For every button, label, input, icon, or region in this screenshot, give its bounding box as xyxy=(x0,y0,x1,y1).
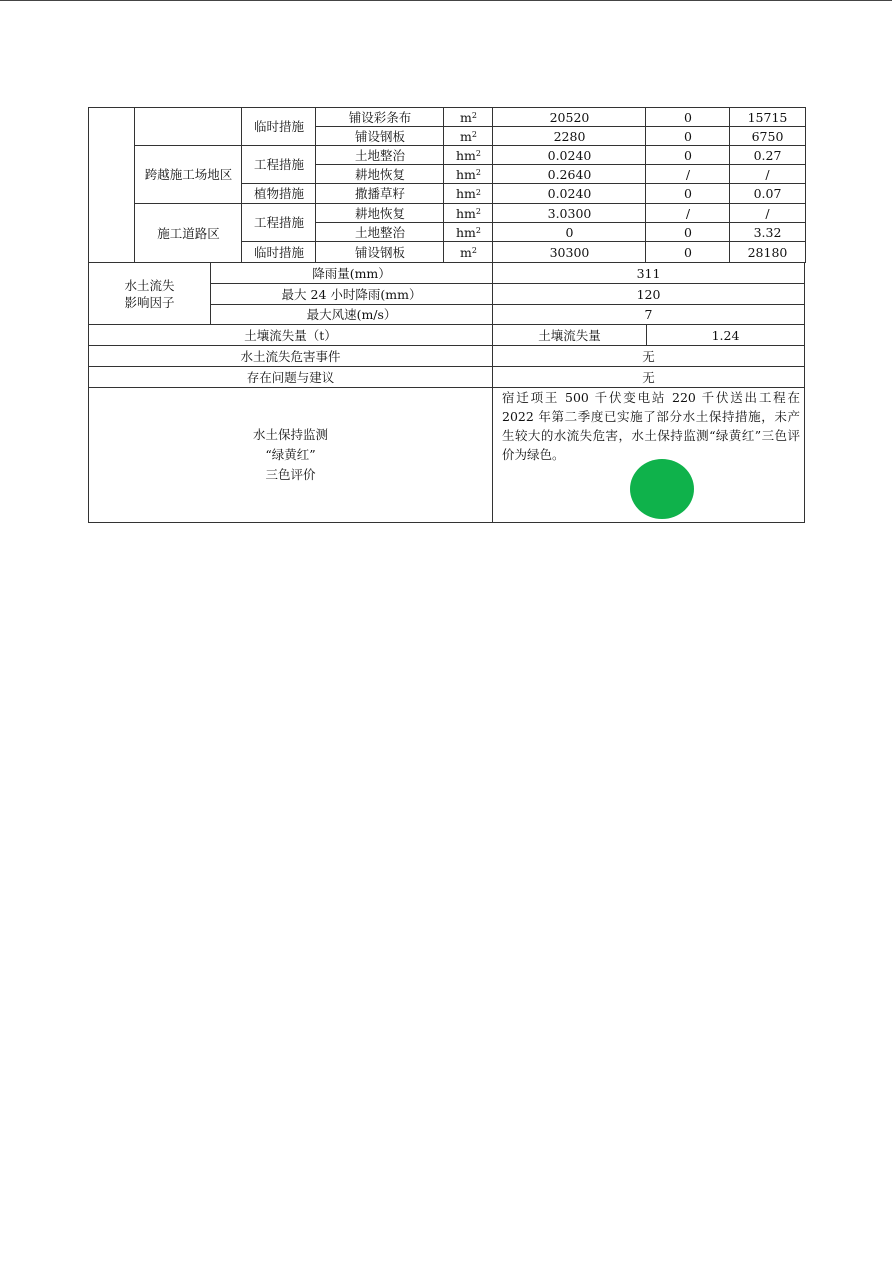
planned-value-cell: 0.0240 xyxy=(492,183,647,204)
measure-type-cell: 临时措施 xyxy=(241,241,317,263)
planned-value-cell: 0 xyxy=(492,222,647,242)
wind-label: 最大风速(m/s） xyxy=(210,304,493,325)
measure-name-cell: 铺设钢板 xyxy=(315,126,445,146)
unit-cell: hm $^2$ xyxy=(443,164,494,184)
measure-type-cell: 植物措施 xyxy=(241,183,317,204)
wind-value: 7 xyxy=(492,304,805,325)
unit-base: hm xyxy=(456,166,476,182)
unit-base: hm xyxy=(456,224,476,240)
unit-base: m xyxy=(460,128,472,144)
rainfall-value: 311 xyxy=(492,262,805,284)
evaluation-label-line3: 三色评价 xyxy=(265,467,316,482)
measure-name-cell: 土地整治 xyxy=(315,222,445,242)
area-cell xyxy=(88,107,136,263)
unit-cell: m $^2$ xyxy=(443,241,494,263)
unit-cell: hm $^2$ xyxy=(443,222,494,242)
page-top-border xyxy=(0,0,892,1)
unit-base: m xyxy=(460,109,472,125)
unit-cell: hm $^2$ xyxy=(443,145,494,165)
evaluation-text: 宿迁项王 500 千伏变电站 220 千伏送出工程在 2022 年第二季度已实施了部分水土保持措施，未产生较大的水流失危害，水土保持监测“绿黄红”三色评价为绿色。 xyxy=(502,390,800,462)
unit-base: m xyxy=(460,244,472,260)
sub-area-cell: 跨越施工场地区 xyxy=(134,145,243,204)
measure-type-cell: 工程措施 xyxy=(241,203,317,242)
cumulative-value-cell: / xyxy=(729,203,806,223)
sub-area-cell: 施工道路区 xyxy=(134,203,243,263)
planned-value-cell: 2280 xyxy=(492,126,647,146)
quarter-value-cell: / xyxy=(645,203,731,223)
quarter-value-cell: 0 xyxy=(645,222,731,242)
measure-name-cell: 耕地恢复 xyxy=(315,164,445,184)
green-rating-circle xyxy=(630,459,694,519)
cumulative-value-cell: / xyxy=(729,164,806,184)
planned-value-cell: 20520 xyxy=(492,107,647,127)
unit-cell: hm $^2$ xyxy=(443,183,494,204)
hazard-label: 水土流失危害事件 xyxy=(88,345,493,367)
quarter-value-cell: 0 xyxy=(645,241,731,263)
planned-value-cell: 30300 xyxy=(492,241,647,263)
max24h-value: 120 xyxy=(492,283,805,305)
planned-value-cell: 0.0240 xyxy=(492,145,647,165)
unit-cell: m $^2$ xyxy=(443,107,494,127)
measure-type-cell: 临时措施 xyxy=(241,107,317,146)
quarter-value-cell: 0 xyxy=(645,126,731,146)
quarter-value-cell: 0 xyxy=(645,183,731,204)
factors-group-label-line2: 影响因子 xyxy=(124,294,175,310)
unit-cell: hm $^2$ xyxy=(443,203,494,223)
unit-cell: m $^2$ xyxy=(443,126,494,146)
measure-type-cell: 工程措施 xyxy=(241,145,317,184)
measure-name-cell: 撒播草籽 xyxy=(315,183,445,204)
issues-label: 存在问题与建议 xyxy=(88,366,493,388)
soil-loss-inner-label: 土壤流失量 xyxy=(492,324,647,346)
measure-name-cell: 土地整治 xyxy=(315,145,445,165)
cumulative-value-cell: 3.32 xyxy=(729,222,806,242)
planned-value-cell: 3.0300 xyxy=(492,203,647,223)
evaluation-label-line2: “绿黄红” xyxy=(265,447,316,462)
sub-area-cell xyxy=(134,107,243,146)
cumulative-value-cell: 0.07 xyxy=(729,183,806,204)
measure-name-cell: 耕地恢复 xyxy=(315,203,445,223)
cumulative-value-cell: 6750 xyxy=(729,126,806,146)
factors-group-label xyxy=(88,262,211,325)
rainfall-label: 降雨量(mm） xyxy=(210,262,493,284)
quarter-value-cell: / xyxy=(645,164,731,184)
max24h-label: 最大 24 小时降雨(mm） xyxy=(210,283,493,305)
cumulative-value-cell: 15715 xyxy=(729,107,806,127)
quarter-value-cell: 0 xyxy=(645,107,731,127)
evaluation-label xyxy=(88,387,493,523)
soil-loss-value: 1.24 xyxy=(646,324,805,346)
unit-base: hm xyxy=(456,186,476,201)
factors-group-label-line1: 水土流失 xyxy=(124,277,175,293)
soil-loss-label: 土壤流失量（t） xyxy=(88,324,493,346)
planned-value-cell: 0.2640 xyxy=(492,164,647,184)
quarter-value-cell: 0 xyxy=(645,145,731,165)
measure-name-cell: 铺设钢板 xyxy=(315,241,445,263)
issues-value: 无 xyxy=(492,366,805,388)
cumulative-value-cell: 28180 xyxy=(729,241,806,263)
measure-name-cell: 铺设彩条布 xyxy=(315,107,445,127)
hazard-value: 无 xyxy=(492,345,805,367)
cumulative-value-cell: 0.27 xyxy=(729,145,806,165)
unit-base: hm xyxy=(456,205,476,221)
unit-base: hm xyxy=(456,147,476,163)
evaluation-label-line1: 水土保持监测 xyxy=(252,427,328,442)
